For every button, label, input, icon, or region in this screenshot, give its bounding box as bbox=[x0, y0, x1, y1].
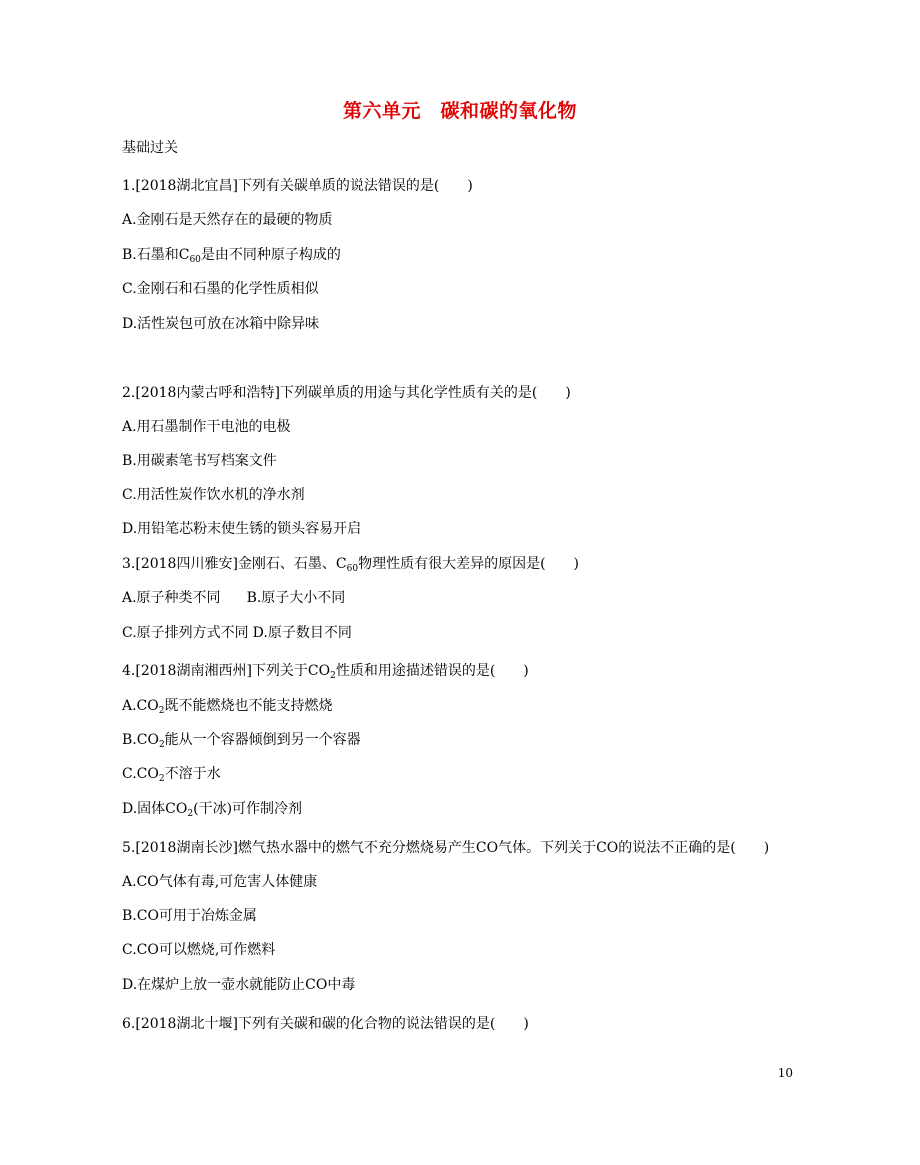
q4-option-b bbox=[122, 730, 361, 755]
q3-option-c: C.原子排列方式不同 bbox=[122, 625, 249, 641]
q2-option-d: D.用铅笔芯粉末使生锈的锁头容易开启 bbox=[122, 521, 362, 537]
page-number: 10 bbox=[777, 1066, 793, 1080]
q1-option-d: D.活性炭包可放在冰箱中除异味 bbox=[122, 316, 320, 332]
q4-option-c-post: 不溶于水 bbox=[164, 766, 221, 782]
question-5-stem: 5.[2018湖南长沙]燃气热水器中的燃气不充分燃烧易产生CO气体。下列关于CO的说法不正确的是( ) bbox=[122, 840, 770, 856]
q3-option-b: B.原子大小不同 bbox=[246, 590, 346, 606]
q4-option-b-sub: 2 bbox=[158, 740, 165, 750]
q3-option-d: D.原子数目不同 bbox=[252, 625, 352, 641]
q4-stem-post: 性质和用途描述错误的是( ) bbox=[335, 663, 529, 679]
q3-stem-post: 物理性质有很大差异的原因是( ) bbox=[358, 556, 580, 572]
q4-option-d-post: (干冰)可作制冷剂 bbox=[193, 801, 303, 817]
q1-option-a: A.金刚石是天然存在的最硬的物质 bbox=[122, 212, 333, 228]
q4-option-b-pre: B.CO bbox=[122, 732, 159, 748]
q4-option-c bbox=[122, 764, 221, 789]
question-2-stem: 2.[2018内蒙古呼和浩特]下列碳单质的用途与其化学性质有关的是( ) bbox=[122, 385, 571, 401]
q1-option-b-pre: B.石墨和C bbox=[122, 247, 190, 263]
q4-option-d bbox=[122, 799, 302, 824]
q2-option-c: C.用活性炭作饮水机的净水剂 bbox=[122, 487, 305, 503]
q5-option-c: C.CO可以燃烧,可作燃料 bbox=[122, 942, 276, 958]
q4-option-a-post: 既不能燃烧也不能支持燃烧 bbox=[164, 698, 333, 714]
q4-option-a-pre: A.CO bbox=[122, 698, 159, 714]
q2-option-a: A.用石墨制作干电池的电极 bbox=[122, 419, 291, 435]
q3-stem-pre: 3.[2018四川雅安]金刚石、石墨、C bbox=[122, 556, 347, 572]
q4-option-a-sub: 2 bbox=[158, 706, 165, 716]
q4-option-d-sub: 2 bbox=[187, 809, 194, 819]
q3-option-a: A.原子种类不同 bbox=[122, 590, 221, 606]
q4-option-d-pre: D.固体CO bbox=[122, 801, 188, 817]
q4-option-c-sub: 2 bbox=[158, 774, 165, 784]
q5-option-d: D.在煤炉上放一壶水就能防止CO中毒 bbox=[122, 977, 356, 993]
q2-option-b: B.用碳素笔书写档案文件 bbox=[122, 453, 277, 469]
q4-option-a bbox=[122, 696, 332, 721]
q3-options-row-2 bbox=[122, 623, 352, 643]
q4-stem-sub: 2 bbox=[330, 671, 336, 681]
q5-option-a: A.CO气体有毒,可危害人体健康 bbox=[122, 874, 318, 890]
q5-option-b: B.CO可用于冶炼金属 bbox=[122, 908, 257, 924]
q4-option-b-post: 能从一个容器倾倒到另一个容器 bbox=[164, 732, 361, 748]
question-6-stem: 6.[2018湖北十堰]下列有关碳和碳的化合物的说法错误的是( ) bbox=[122, 1016, 529, 1032]
question-4-stem bbox=[122, 661, 529, 686]
page-title: 第六单元 碳和碳的氧化物 bbox=[342, 100, 577, 122]
q4-stem-pre: 4.[2018湖南湘西州]下列关于CO bbox=[122, 663, 331, 679]
q1-option-c: C.金刚石和石墨的化学性质相似 bbox=[122, 281, 319, 297]
q1-option-b-sub: 60 bbox=[189, 255, 201, 265]
q1-option-b bbox=[122, 245, 341, 270]
q3-stem-sub: 60 bbox=[346, 564, 359, 574]
q4-option-c-pre: C.CO bbox=[122, 766, 159, 782]
section-heading: 基础过关 bbox=[122, 140, 178, 156]
question-3-stem bbox=[122, 554, 579, 579]
question-1-stem: 1.[2018湖北宜昌]下列有关碳单质的说法错误的是( ) bbox=[122, 178, 473, 194]
q1-option-b-post: 是由不同种原子构成的 bbox=[200, 247, 341, 263]
q3-options-row-1 bbox=[122, 588, 345, 608]
